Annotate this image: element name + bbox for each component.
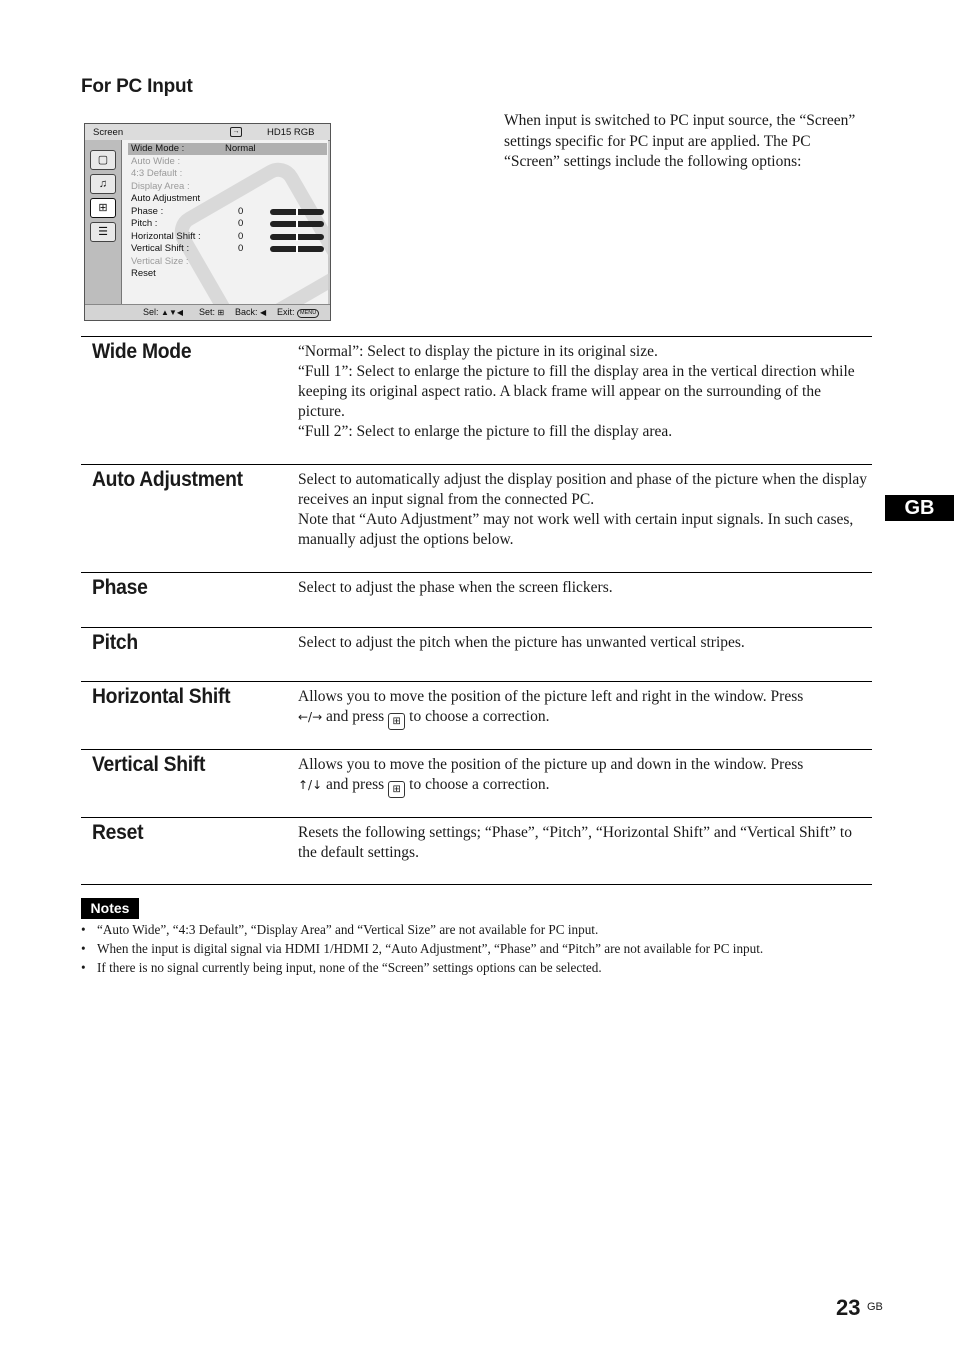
osd-menu-value: 0: [238, 205, 244, 217]
note-item: • “Auto Wide”, “4:3 Default”, “Display Area” and “Vertical Size” are not available for PC input.: [81, 920, 881, 939]
osd-slider: [270, 221, 324, 227]
osd-title: Screen: [93, 127, 124, 138]
osd-menu-item: Auto Wide :: [131, 155, 181, 167]
screen-menu-screenshot: [84, 123, 331, 321]
osd-menu-item: Pitch : 0: [131, 218, 157, 230]
row-reset: [81, 817, 872, 861]
osd-header: [85, 124, 330, 141]
osd-slider: [270, 234, 324, 240]
table-bottom-rule: [81, 884, 872, 885]
note-item: • If there is no signal currently being input, none of the “Screen” settings options can be selected.: [81, 958, 881, 977]
set-button-icon: ⊞: [388, 781, 405, 798]
row-label: Reset: [92, 821, 144, 844]
row-description: “Normal”: Select to display the picture in its original size. “Full 1”: Select to enlarge the picture to fill the display area in the vertical direction while keeping its original aspect ratio. A black frame will appear on the surrounding of the picture. “Full 2”: Select to enlarge the picture to fill the display area.: [298, 343, 855, 440]
osd-hint-bar: [85, 304, 330, 320]
picture-icon: ▢: [90, 150, 116, 170]
note-item: • When the input is digital signal via HDMI 1/HDMI 2, “Auto Adjustment”, “Phase” and “Pitch” are not available for PC input.: [81, 939, 881, 958]
osd-menu-item: Wide Mode : Normal: [128, 143, 327, 155]
screen-icon: ⊞: [90, 198, 116, 218]
osd-menu-item: Horizontal Shift : 0: [131, 231, 201, 243]
row-label: Wide Mode: [92, 340, 192, 363]
osd-hint-exit: Exit: MENU: [277, 305, 319, 320]
osd-menu-item: Reset: [131, 268, 156, 279]
osd-menu-item: Vertical Size :: [131, 255, 189, 267]
row-label: Auto Adjustment: [92, 468, 243, 491]
osd-menu-item: Auto Adjustment: [131, 193, 201, 204]
osd-category-sidebar: [85, 140, 122, 306]
row-description: Allows you to move the position of the picture up and down in the window. Press ↑/↓ and press ⊞ to choose a correction.: [298, 755, 870, 798]
notes-badge: Notes: [81, 898, 139, 919]
osd-slider: [270, 246, 324, 252]
row-label: Horizontal Shift: [92, 685, 231, 708]
osd-menu-panel: [122, 140, 328, 306]
row-description: Select to adjust the pitch when the picture has unwanted vertical stripes.: [298, 634, 745, 651]
row-description: Allows you to move the position of the picture left and right in the window. Press ←/→ and press ⊞ to choose a correction.: [298, 687, 870, 730]
intro-text: When input is switched to PC input source, the “Screen” settings specific for PC input are applied. The PC “Screen” settings include the following options:: [504, 112, 856, 170]
row-phase: [81, 572, 872, 599]
row-description: Resets the following settings; “Phase”, “Pitch”, “Horizontal Shift” and “Vertical Shift” to the default settings.: [298, 824, 852, 861]
osd-menu-item: Phase : 0: [131, 206, 163, 218]
osd-menu-value: Normal: [225, 143, 256, 154]
osd-menu-item: Vertical Shift : 0: [131, 243, 189, 255]
osd-hint-back: Back: ◀: [235, 307, 267, 317]
language-tab: GB: [885, 495, 954, 521]
page-number: 23: [836, 1295, 861, 1320]
left-right-arrow-icon: ←/→: [298, 710, 323, 724]
row-horizontal-shift: [81, 681, 872, 727]
osd-slider: [270, 209, 324, 215]
osd-menu-value: 0: [238, 243, 244, 254]
up-down-arrow-icon: ↑/↓: [298, 778, 323, 792]
row-label: Pitch: [92, 631, 138, 654]
row-pitch: [81, 627, 872, 654]
row-vertical-shift: [81, 749, 872, 795]
row-label: Phase: [92, 576, 148, 599]
osd-input-label: HD15 RGB: [267, 127, 315, 138]
osd-menu-item: Display Area :: [131, 180, 190, 192]
sound-icon: ♫: [90, 174, 116, 194]
section-title: For PC Input: [81, 76, 193, 97]
osd-menu-item: 4:3 Default :: [131, 168, 183, 179]
set-button-icon: ⊞: [388, 713, 405, 730]
osd-hint-sel: Sel: ▲▼◀: [143, 307, 184, 317]
row-wide-mode: [81, 336, 872, 440]
row-description: Select to automatically adjust the display position and phase of the picture when the display receives an input signal from the connected PC. Note that “Auto Adjustment” may not work well with certain input signals. In such cases, manually adjust the options below.: [298, 471, 868, 548]
row-description: Select to adjust the phase when the screen flickers.: [298, 579, 613, 596]
page-number-suffix: GB: [867, 1301, 883, 1313]
osd-menu-value: 0: [238, 230, 244, 242]
osd-hint-set: Set: ⊞: [199, 307, 225, 317]
setup-icon: ☰: [90, 222, 116, 242]
row-label: Vertical Shift: [92, 753, 206, 776]
notes-list: [81, 920, 881, 977]
row-auto-adjustment: [81, 464, 872, 548]
input-icon: →: [230, 127, 242, 137]
osd-menu-value: 0: [238, 218, 244, 229]
